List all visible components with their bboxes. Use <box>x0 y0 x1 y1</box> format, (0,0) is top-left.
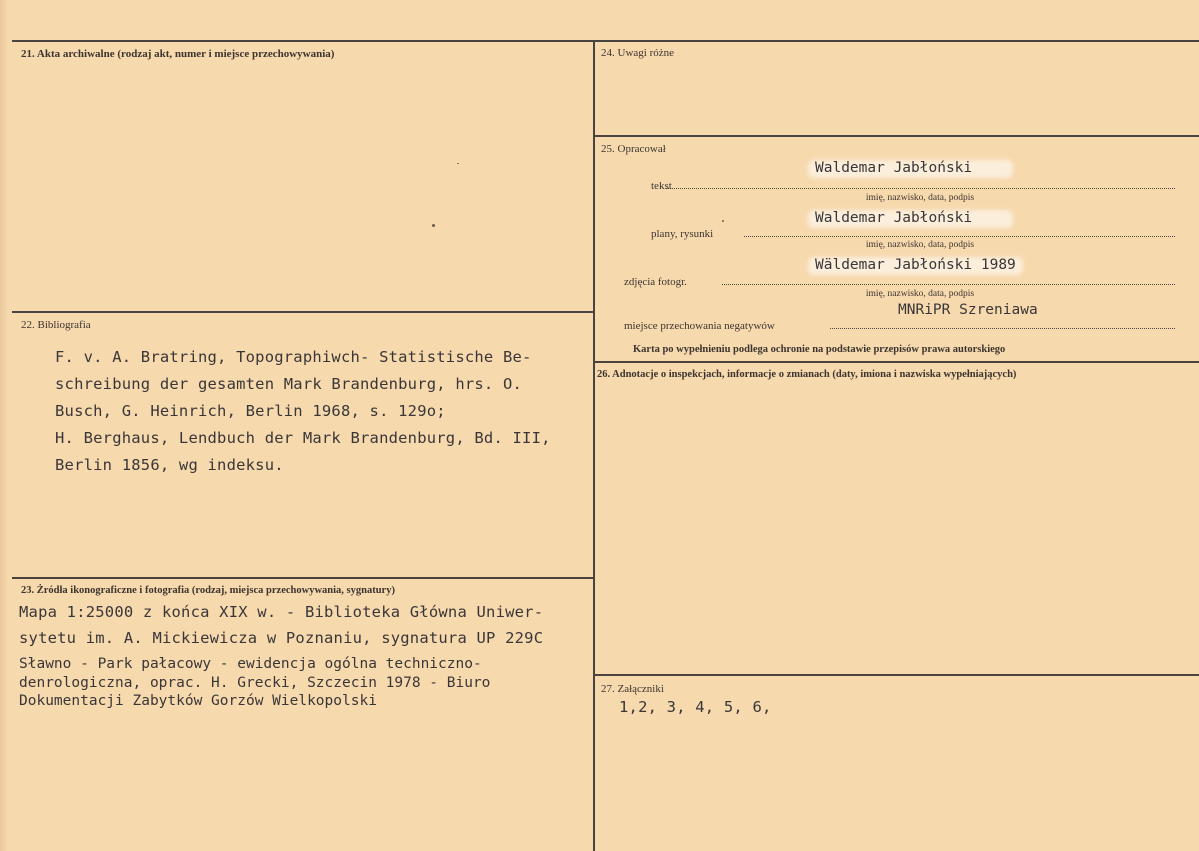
plans-dotted-line <box>744 236 1175 237</box>
sources-line: Dokumentacji Zabytków Gorzów Wielkopolski <box>19 693 377 709</box>
plans-caption: imię, nazwisko, data, podpis <box>865 240 975 250</box>
text-label: tekst <box>651 180 672 192</box>
paper-speck <box>432 224 435 227</box>
bibliography-line: Berlin 1856, wg indeksu. <box>55 456 284 474</box>
divider-22-23 <box>12 577 594 579</box>
negatives-dotted-line <box>830 328 1175 329</box>
column-divider <box>593 41 595 851</box>
sources-line: Sławno - Park pałacowy - ewidencja ogólna techniczno- <box>19 656 482 672</box>
bibliography-line: H. Berghaus, Lendbuch der Mark Brandenburg, Bd. III, <box>55 429 551 447</box>
author-text-value: Waldemar Jabłoński <box>815 160 973 176</box>
section-22-label: 22. Bibliografia <box>21 319 91 331</box>
bibliography-line: F. v. A. Bratring, Topographiwch- Statistische Be- <box>55 348 532 366</box>
section-26-label: 26. Adnotacje o inspekcjach, informacje o zmianach (daty, imiona i nazwiska wypełniających) <box>597 369 1017 380</box>
divider-21-22 <box>12 311 594 313</box>
negatives-location-value: MNRiPR Szreniawa <box>898 302 1038 318</box>
divider-25-26 <box>594 361 1199 363</box>
section-23-label: 23. Żródła ikonograficzne i fotografia (rodzaj, miejsca przechowywania, sygnatury) <box>21 585 395 596</box>
sources-line: denrologiczna, oprac. H. Grecki, Szczecin 1978 - Biuro <box>19 675 491 691</box>
bibliography-line: Busch, G. Heinrich, Berlin 1968, s. 129o; <box>55 402 446 420</box>
photos-label: zdjęcia fotogr. <box>624 276 687 288</box>
attachments-value: 1,2, 3, 4, 5, 6, <box>619 698 772 716</box>
photos-caption: imię, nazwisko, data, podpis <box>865 289 975 299</box>
negatives-label: miejsce przechowania negatywów <box>624 320 775 332</box>
card-edge-shadow <box>0 0 8 851</box>
paper-speck <box>722 220 724 222</box>
bibliography-line: schreibung der gesamten Mark Brandenburg, hrs. O. <box>55 375 523 393</box>
divider-26-27 <box>594 674 1199 676</box>
paper-speck <box>457 163 459 164</box>
section-27-label: 27. Załączniki <box>601 683 664 695</box>
photos-dotted-line <box>722 284 1175 285</box>
text-dotted-line <box>666 188 1175 189</box>
plans-label: plany, rysunki <box>651 228 714 240</box>
copyright-notice: Karta po wypełnieniu podlega ochronie na podstawie przepisów prawa autorskiego <box>633 344 1006 355</box>
author-photos-value: Wäldemar Jabłoński 1989 <box>815 257 1016 273</box>
sources-line: sytetu im. A. Mickiewicza w Poznaniu, sygnatura UP 229C <box>19 629 544 647</box>
section-21-label: 21. Akta archiwalne (rodzaj akt, numer i miejsce przechowywania) <box>21 48 335 60</box>
sources-line: Mapa 1:25000 z końca XIX w. - Biblioteka Główna Uniwer- <box>19 603 544 621</box>
text-caption: imię, nazwisko, data, podpis <box>865 193 975 203</box>
divider-24-25 <box>594 135 1199 137</box>
top-border <box>12 40 1199 42</box>
author-plans-value: Waldemar Jabłoński <box>815 210 973 226</box>
section-25-label: 25. Opracował <box>601 143 666 155</box>
section-24-label: 24. Uwagi różne <box>601 47 675 59</box>
